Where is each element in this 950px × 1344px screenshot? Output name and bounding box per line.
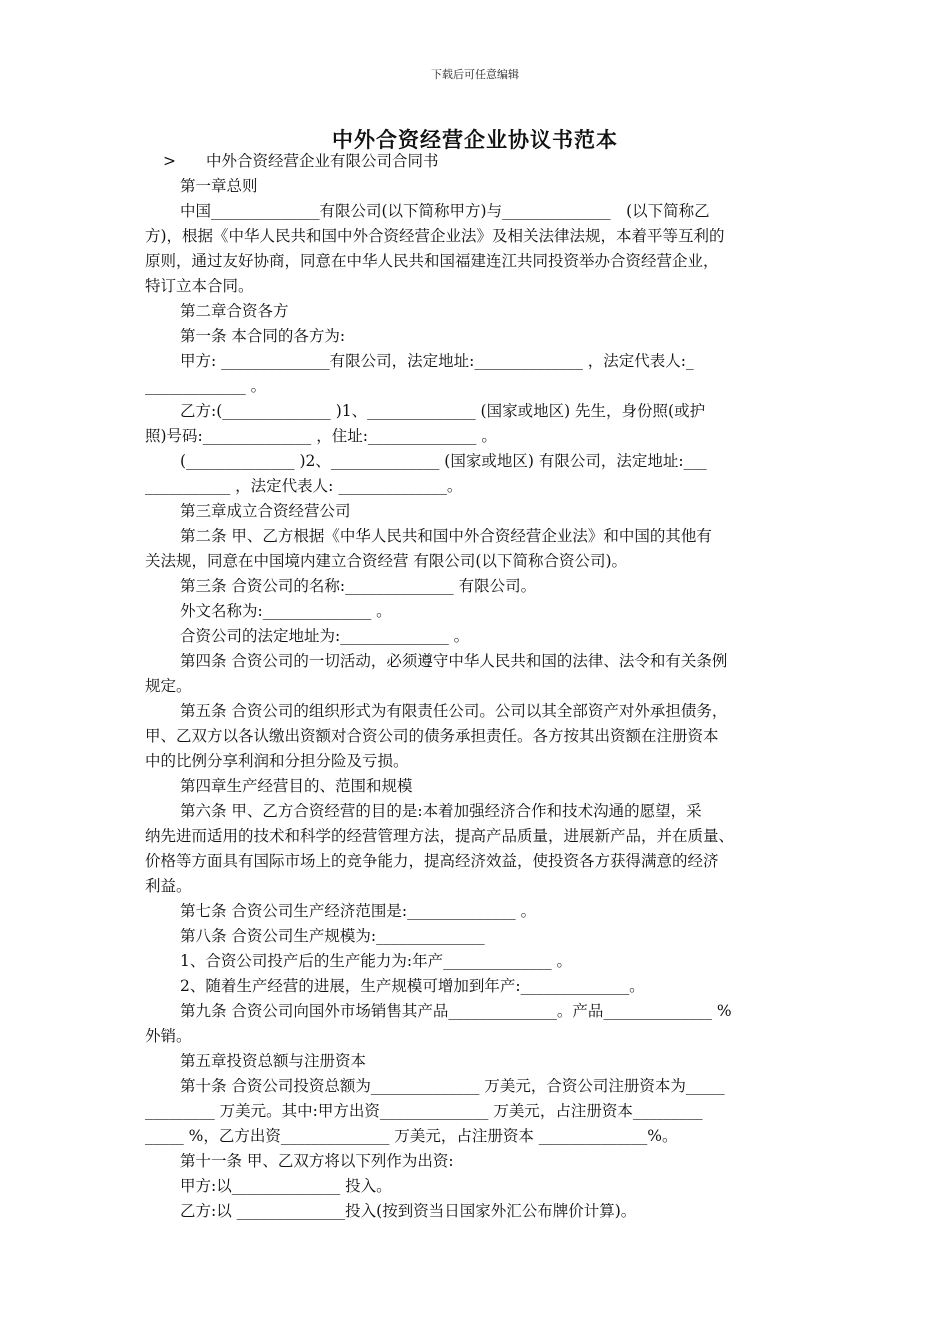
paragraph-line: (______________ )2、______________ (国家或地区) 有限公司，法定地址:___ [180, 452, 707, 470]
paragraph-line: 纳先进而适用的技术和科学的经营管理方法，提高产品质量，进展新产品，并在质量、 [145, 827, 735, 845]
article-line: 第十一条 甲、乙双方将以下列作为出资: [180, 1152, 454, 1170]
paragraph-line: _________ 万美元。其中:甲方出资______________ 万美元，占注册资本_________ [145, 1102, 703, 1120]
chapter-heading: 第二章合资各方 [180, 302, 289, 320]
paragraph-line: 乙方:(______________ )1、______________ (国家或地区) 先生，身份照(或护 [180, 402, 706, 420]
paragraph-line: 甲、乙双方以各认缴出资额对合资公司的债务承担责任。各方按其出资额在注册资本 [145, 727, 719, 745]
paragraph-line: 利益。 [145, 877, 192, 895]
paragraph-line: ___________ ，法定代表人: ______________。 [145, 477, 463, 495]
paragraph-line: 甲方: ______________有限公司，法定地址:______________ ，法定代表人:_ [180, 352, 694, 370]
article-line: 第二条 甲、乙方根据《中华人民共和国中外合资经营企业法》和中国的其他有 [180, 527, 712, 545]
paragraph-line: 乙方:以 ______________投入(按到资当日国家外汇公布牌价计算)。 [180, 1202, 637, 1220]
article-line: 第六条 甲、乙方合资经营的目的是:本着加强经济合作和技术沟通的愿望，采 [180, 802, 702, 820]
document-title: 中外合资经营企业协议书范本 [332, 127, 618, 152]
paragraph-line: 方)，根据《中华人民共和国中外合资经营企业法》及相关法律法规，本着平等互利的 [145, 227, 725, 245]
bullet-marker: > [163, 152, 176, 170]
paragraph-line: 价格等方面具有国际市场上的竞争能力，提高经济效益，使投资各方获得满意的经济 [145, 852, 719, 870]
paragraph-line: 照)号码:______________ ，住址:______________ 。 [145, 427, 497, 445]
paragraph-line: 2、随着生产经营的进展，生产规模可增加到年产:______________。 [180, 977, 645, 995]
paragraph-line: 1、合资公司投产后的生产能力为:年产______________ 。 [180, 952, 573, 970]
paragraph-line: _____________ 。 [145, 377, 267, 395]
article-line: 第五条 合资公司的组织形式为有限责任公司。公司以其全部资产对外承担债务， [180, 702, 728, 720]
article-line: 第七条 合资公司生产经济范围是:______________ 。 [180, 902, 537, 920]
paragraph-line: 合资公司的法定地址为:______________ 。 [180, 627, 470, 645]
paragraph-line: 外文名称为:______________ 。 [180, 602, 392, 620]
chapter-heading: 第五章投资总额与注册资本 [180, 1052, 367, 1070]
paragraph-line: 甲方:以______________ 投入。 [180, 1177, 392, 1195]
chapter-heading: 第四章生产经营目的、范围和规模 [180, 777, 413, 795]
article-line: 第九条 合资公司向国外市场销售其产品______________。产品______________ % [180, 1002, 732, 1020]
chapter-heading: 第一章总则 [180, 177, 258, 195]
paragraph-line: 中国______________有限公司(以下简称甲方)与______________ (以下简称乙 [180, 202, 710, 220]
article-line: 第四条 合资公司的一切活动，必须遵守中华人民共和国的法律、法令和有关条例 [180, 652, 728, 670]
paragraph-line: 原则，通过友好协商，同意在中华人民共和国福建连江共同投资举办合资经营企业， [145, 252, 719, 270]
article-line: 第一条 本合同的各方为: [180, 327, 346, 345]
article-line: 第八条 合资公司生产规模为:______________ [180, 927, 485, 945]
paragraph-line: 中的比例分享利润和分担分险及亏损。 [145, 752, 409, 770]
paragraph-line: 特订立本合同。 [145, 277, 254, 295]
document-body [145, 149, 805, 1224]
article-line: 第三条 合资公司的名称:______________ 有限公司。 [180, 577, 537, 595]
contract-subtitle: 中外合资经营企业有限公司合同书 [206, 152, 439, 170]
paragraph-line: 规定。 [145, 677, 192, 695]
paragraph-line: 关法规，同意在中国境内建立合资经营 有限公司(以下简称合资公司)。 [145, 552, 628, 570]
page-header-note: 下载后可任意编辑 [431, 68, 519, 81]
article-line: 第十条 合资公司投资总额为______________ 万美元，合资公司注册资本为_____ [180, 1077, 725, 1095]
paragraph-line: 外销。 [145, 1027, 192, 1045]
chapter-heading: 第三章成立合资经营公司 [180, 502, 351, 520]
subtitle-line [145, 149, 805, 174]
paragraph-line: _____ %，乙方出资______________ 万美元，占注册资本 ______________%。 [145, 1127, 678, 1145]
